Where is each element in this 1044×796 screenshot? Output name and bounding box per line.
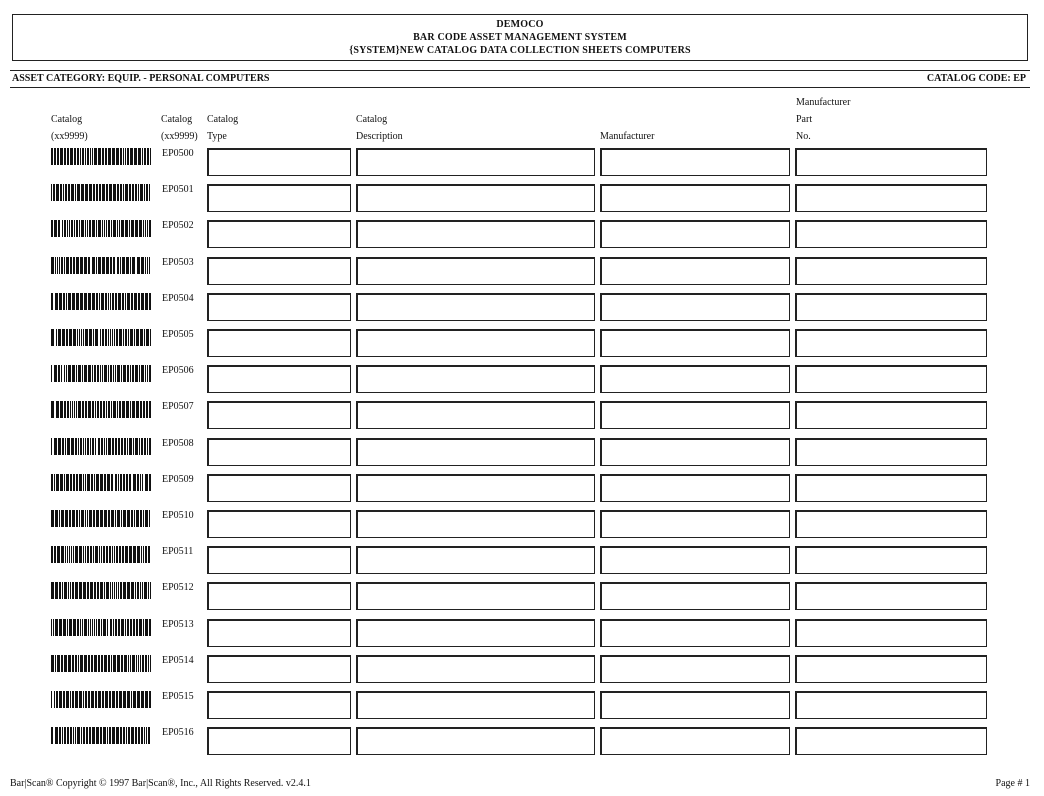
barcode (51, 438, 151, 455)
catalog-description-field[interactable] (356, 691, 595, 719)
catalog-code-cell: EP0510 (162, 510, 194, 521)
catalog-code-cell: EP0512 (162, 582, 194, 594)
catalog-code-cell: EP0506 (162, 365, 194, 377)
asset-category: ASSET CATEGORY: EQUIP. - PERSONAL COMPUTERS (12, 73, 270, 84)
col-description-header: Catalog Description (356, 114, 403, 142)
category-bar (10, 70, 1030, 88)
barcode (51, 474, 151, 491)
catalog-description-field[interactable] (356, 474, 595, 502)
catalog-type-field[interactable] (207, 329, 351, 357)
catalog-type-field[interactable] (207, 510, 351, 538)
catalog-type-field[interactable] (207, 474, 351, 502)
catalog-code: CATALOG CODE: EP (926, 73, 1026, 84)
catalog-type-field[interactable] (207, 257, 351, 285)
manufacturer-part-no-field[interactable] (795, 474, 987, 502)
table-row (0, 293, 1044, 329)
manufacturer-field[interactable] (600, 438, 790, 466)
catalog-code-cell: EP0515 (162, 691, 194, 702)
system-name: BAR CODE ASSET MANAGEMENT SYSTEM (413, 32, 627, 43)
table-row (0, 365, 1044, 401)
catalog-type-field[interactable] (207, 691, 351, 719)
barcode (51, 655, 151, 672)
manufacturer-part-no-field[interactable] (795, 257, 987, 285)
catalog-type-field[interactable] (207, 619, 351, 647)
report-header (12, 14, 1028, 61)
table-row (0, 546, 1044, 582)
catalog-type-field[interactable] (207, 438, 351, 466)
barcode (51, 619, 151, 636)
manufacturer-part-no-field[interactable] (795, 438, 987, 466)
table-row (0, 184, 1044, 220)
manufacturer-part-no-field[interactable] (795, 691, 987, 719)
catalog-code-cell: EP0504 (162, 292, 194, 304)
manufacturer-field[interactable] (600, 727, 790, 755)
catalog-code-cell: EP0508 (162, 437, 194, 449)
col-part-header: Manufacturer Part No. (796, 97, 851, 142)
catalog-code-cell: EP0516 (162, 727, 194, 739)
catalog-type-field[interactable] (207, 546, 351, 574)
manufacturer-field[interactable] (600, 293, 790, 321)
manufacturer-part-no-field[interactable] (795, 329, 987, 357)
barcode (51, 220, 151, 237)
barcode (51, 546, 151, 563)
col-code-header: Catalog (xx9999) (161, 114, 198, 142)
table-row (0, 329, 1044, 365)
catalog-description-field[interactable] (356, 655, 595, 683)
manufacturer-field[interactable] (600, 220, 790, 248)
catalog-description-field[interactable] (356, 365, 595, 393)
manufacturer-part-no-field[interactable] (795, 582, 987, 610)
table-row (0, 438, 1044, 474)
manufacturer-part-no-field[interactable] (795, 184, 987, 212)
catalog-type-field[interactable] (207, 365, 351, 393)
catalog-code-cell: EP0507 (162, 401, 194, 413)
catalog-description-field[interactable] (356, 546, 595, 574)
copyright-footer: Bar|Scan® Copyright © 1997 Bar|Scan®, Inc., All Rights Reserved. v2.4.1 (10, 778, 311, 789)
barcode (51, 401, 151, 418)
barcode (51, 184, 151, 201)
table-row (0, 401, 1044, 437)
manufacturer-part-no-field[interactable] (795, 510, 987, 538)
catalog-type-field[interactable] (207, 727, 351, 755)
manufacturer-field[interactable] (600, 691, 790, 719)
catalog-type-field[interactable] (207, 582, 351, 610)
manufacturer-part-no-field[interactable] (795, 655, 987, 683)
manufacturer-field[interactable] (600, 510, 790, 538)
table-row (0, 257, 1044, 293)
catalog-code-cell: EP0514 (162, 654, 194, 666)
manufacturer-field[interactable] (600, 329, 790, 357)
catalog-description-field[interactable] (356, 220, 595, 248)
catalog-description-field[interactable] (356, 329, 595, 357)
catalog-type-field[interactable] (207, 148, 351, 176)
manufacturer-field[interactable] (600, 257, 790, 285)
catalog-type-field[interactable] (207, 184, 351, 212)
barcode (51, 582, 151, 599)
manufacturer-field[interactable] (600, 401, 790, 429)
manufacturer-field[interactable] (600, 474, 790, 502)
manufacturer-part-no-field[interactable] (795, 293, 987, 321)
barcode (51, 257, 151, 274)
manufacturer-field[interactable] (600, 582, 790, 610)
barcode (51, 148, 151, 165)
manufacturer-part-no-field[interactable] (795, 365, 987, 393)
manufacturer-part-no-field[interactable] (795, 148, 987, 176)
catalog-description-field[interactable] (356, 401, 595, 429)
table-row (0, 148, 1044, 184)
report-title: {SYSTEM}NEW CATALOG DATA COLLECTION SHEETS COMPUTERS (349, 45, 691, 56)
table-row (0, 220, 1044, 256)
company-name: DEMOCO (496, 19, 544, 30)
catalog-code-cell: EP0505 (162, 329, 194, 340)
catalog-type-field[interactable] (207, 401, 351, 429)
manufacturer-field[interactable] (600, 184, 790, 212)
catalog-description-field[interactable] (356, 293, 595, 321)
catalog-code-cell: EP0501 (162, 184, 194, 196)
table-row (0, 691, 1044, 727)
catalog-description-field[interactable] (356, 582, 595, 610)
table-row (0, 582, 1044, 618)
barcode (51, 365, 151, 382)
manufacturer-part-no-field[interactable] (795, 727, 987, 755)
catalog-description-field[interactable] (356, 257, 595, 285)
catalog-code-cell: EP0509 (162, 473, 194, 485)
table-row (0, 655, 1044, 691)
catalog-code-cell: EP0502 (162, 220, 194, 232)
barcode (51, 727, 151, 744)
manufacturer-part-no-field[interactable] (795, 546, 987, 574)
catalog-description-field[interactable] (356, 438, 595, 466)
catalog-description-field[interactable] (356, 619, 595, 647)
catalog-description-field[interactable] (356, 148, 595, 176)
manufacturer-field[interactable] (600, 619, 790, 647)
page-number: Page # 1 (995, 778, 1030, 789)
catalog-description-field[interactable] (356, 184, 595, 212)
manufacturer-part-no-field[interactable] (795, 401, 987, 429)
catalog-code-cell: EP0503 (162, 256, 194, 268)
table-row (0, 474, 1044, 510)
catalog-type-field[interactable] (207, 293, 351, 321)
barcode (51, 691, 151, 708)
catalog-type-field[interactable] (207, 220, 351, 248)
col-barcode-header: Catalog (xx9999) (51, 114, 88, 142)
barcode (51, 510, 151, 527)
catalog-type-field[interactable] (207, 655, 351, 683)
manufacturer-part-no-field[interactable] (795, 220, 987, 248)
barcode (51, 293, 151, 310)
manufacturer-field[interactable] (600, 365, 790, 393)
col-manufacturer-header: Manufacturer (600, 131, 655, 142)
catalog-code-cell: EP0511 (162, 546, 194, 558)
table-row (0, 727, 1044, 763)
barcode (51, 329, 151, 346)
catalog-description-field[interactable] (356, 510, 595, 538)
catalog-description-field[interactable] (356, 727, 595, 755)
col-type-header: Catalog Type (207, 114, 239, 142)
manufacturer-field[interactable] (600, 655, 790, 683)
table-row (0, 510, 1044, 546)
catalog-code-cell: EP0500 (162, 148, 194, 159)
table-row (0, 619, 1044, 655)
manufacturer-part-no-field[interactable] (795, 619, 987, 647)
catalog-code-cell: EP0513 (162, 618, 194, 630)
manufacturer-field[interactable] (600, 148, 790, 176)
manufacturer-field[interactable] (600, 546, 790, 574)
